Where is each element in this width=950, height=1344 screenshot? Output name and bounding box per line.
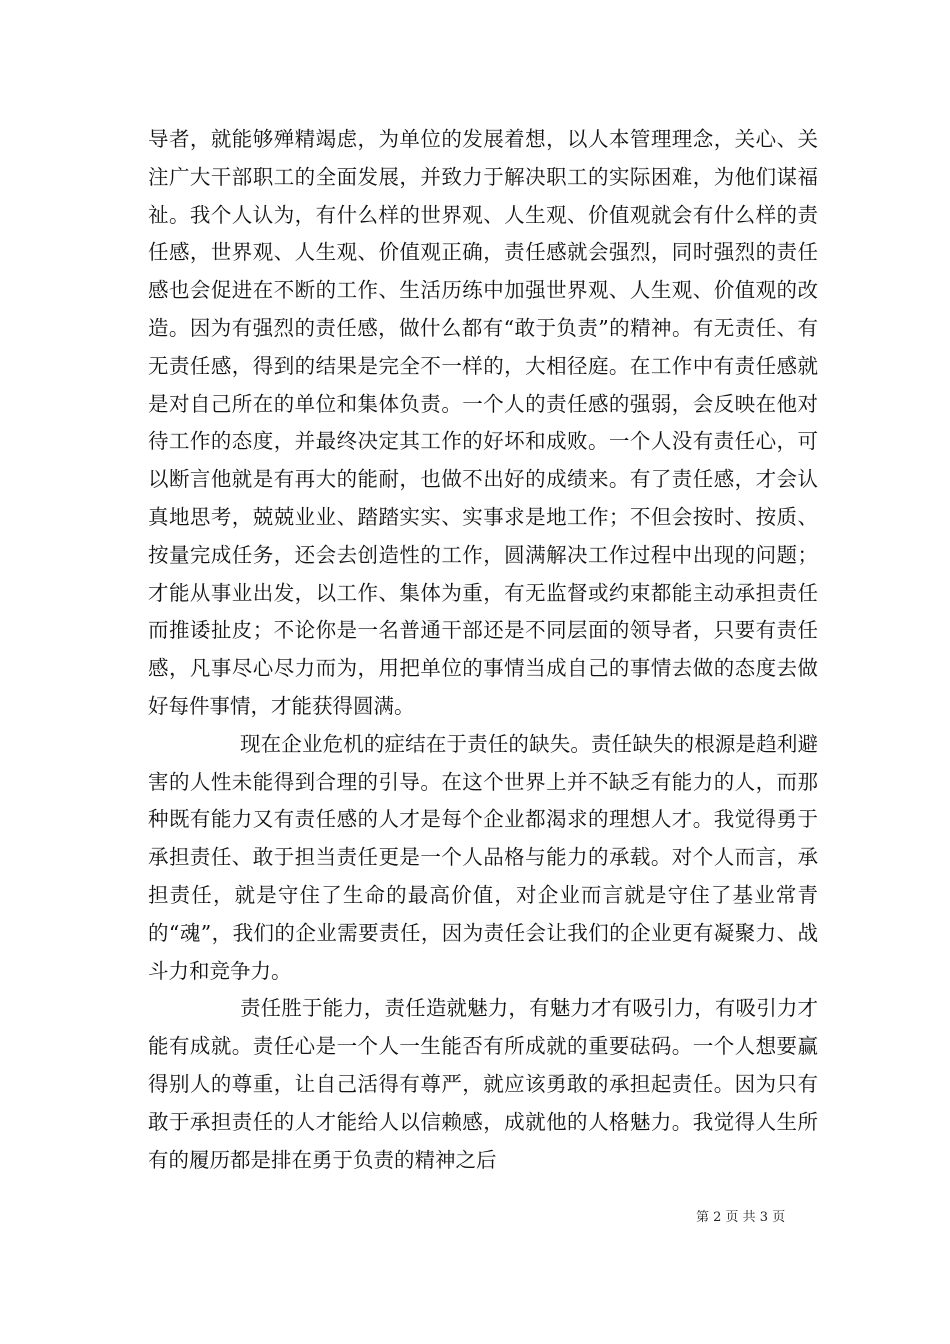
paragraph-enterprise-crisis: 现在企业危机的症结在于责任的缺失。责任缺失的根源是趋利避害的人性未能得到合理的引导。在这个世界上并不缺乏有能力的人，而那种既有能力又有责任感的人才是每个企业都渴求的理想人才。我觉得勇于承担责任、敢于担当责任更是一个人品格与能力的承载。对个人而言，承担责任，就是守住了生命的最高价值，对企业而言就是守住了基业常青的“魂”，我们的企业需要责任，因为责任会让我们的企业更有凝聚力、战斗力和竞争力。 (148, 731, 818, 983)
page-number-footer: 第 2 页 共 3 页 (696, 1210, 786, 1225)
body-text (148, 121, 818, 1179)
paragraph-continuation: 导者，就能够殚精竭虑，为单位的发展着想，以人本管理理念，关心、关注广大干部职工的全面发展，并致力于解决职工的实际困难，为他们谋福祉。我个人认为，有什么样的世界观、人生观、价值观就会有什么样的责任感，世界观、人生观、价值观正确，责任感就会强烈，同时强烈的责任感也会促进在不断的工作、生活历练中加强世界观、人生观、价值观的改造。因为有强烈的责任感，做什么都有“敢于负责”的精神。有无责任、有无责任感，得到的结果是完全不一样的，大相径庭。在工作中有责任感就是对自己所在的单位和集体负责。一个人的责任感的强弱，会反映在他对待工作的态度，并最终决定其工作的好坏和成败。一个人没有责任心，可以断言他就是有再大的能耐，也做不出好的成绩来。有了责任感，才会认真地思考，兢兢业业、踏踏实实、实事求是地工作；不但会按时、按质、按量完成任务，还会去创造性的工作，圆满解决工作过程中出现的问题；才能从事业出发，以工作、集体为重，有无监督或约束都能主动承担责任而推诿扯皮；不论你是一名普通干部还是不同层面的领导者，只要有责任感，凡事尽心尽力而为，用把单位的事情当成自己的事情去做的态度去做好每件事情，才能获得圆满。 (148, 127, 818, 718)
paragraph-responsibility-charm: 责任胜于能力，责任造就魅力，有魅力才有吸引力，有吸引力才能有成就。责任心是一个人一生能否有所成就的重要砝码。一个人想要赢得别人的尊重，让自己活得有尊严，就应该勇敢的承担起责任。因为只有敢于承担责任的人才能给人以信赖感，成就他的人格魅力。我觉得人生所有的履历都是排在勇于负责的精神之后 (148, 996, 818, 1172)
